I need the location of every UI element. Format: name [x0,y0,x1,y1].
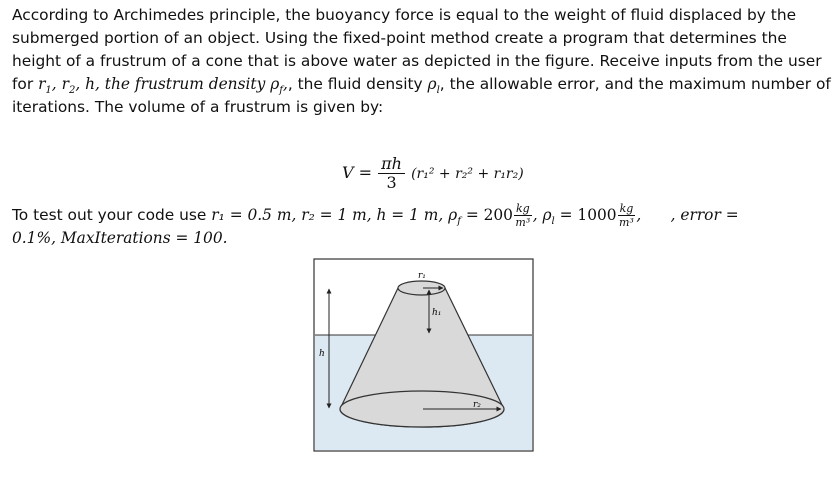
rho-f-unit [514,203,532,228]
error-label: , , error = [636,206,739,224]
formula-numerator: πh [378,156,405,174]
formula-lhs: V = [342,163,373,182]
paragraph-line-4 [12,73,831,97]
h-label: h [319,349,325,359]
rho-l-unit [618,203,636,228]
line4-text-d: , the allowable error, and the maximum number of [439,75,831,93]
r1-label: r₁ [418,271,426,281]
rho-f-symbol: $\rho_f$, [270,75,288,97]
formula-denominator: 3 [386,173,397,192]
rho-l-label: , ρ [532,206,552,224]
h1-label: h₁ [432,308,442,318]
r-vars: $r_1$, $r_2$ [38,75,76,97]
problem-paragraph [12,4,831,119]
test-prefix: To test out your code use [12,206,212,224]
paragraph-line-3: height of a frustrum of a cone that is above water as depicted in the figure. Receive inputs from the user [12,52,822,70]
r2-label: r₂ [473,400,481,410]
line4-text-b: , h, the frustrum density [75,75,271,93]
line4-text-c: , the fluid density [287,75,428,93]
unit-num-2: kg [619,202,634,215]
paragraph-line-2: submerged portion of an object. Using the fixed-point method create a program that determines the [12,29,787,47]
rho-l-value: = 1000 [554,206,617,224]
test-values-line: To test out your code use r₁ = 0.5 m, r₂ = 1 m, h = 1 m, $\rho_f = 200$ $\frac{kg}{\text{m³}}$ , $\rho_l = 1000$ $\frac{kg}{\text{m³}}$ , , error = [12,202,739,229]
line4-text-a: for [12,75,39,93]
unit-den-2: m³ [619,216,634,229]
paragraph-line-1: According to Archimedes principle, the buoyancy force is equal to the weight of fluid displaced by the [12,6,797,24]
test-values-line-2: 0.1%, MaxIterations = 100. [12,229,228,247]
frustum-figure [313,258,535,453]
unit-num-1: kg [515,202,530,215]
rho-f-value: = 200 [460,206,513,224]
formula-rhs: (r₁² + r₂² + r₁r₂) [411,166,524,182]
test-params: r₁ = 0.5 m, r₂ = 1 m, h = 1 m, ρ [211,206,458,224]
volume-formula [342,156,524,191]
unit-den-1: m³ [515,216,531,229]
formula-fraction [378,156,405,191]
rho-l-symbol: $\rho_l$ [427,75,440,97]
paragraph-line-5: iterations. The volume of a frustrum is given by: [12,98,384,116]
